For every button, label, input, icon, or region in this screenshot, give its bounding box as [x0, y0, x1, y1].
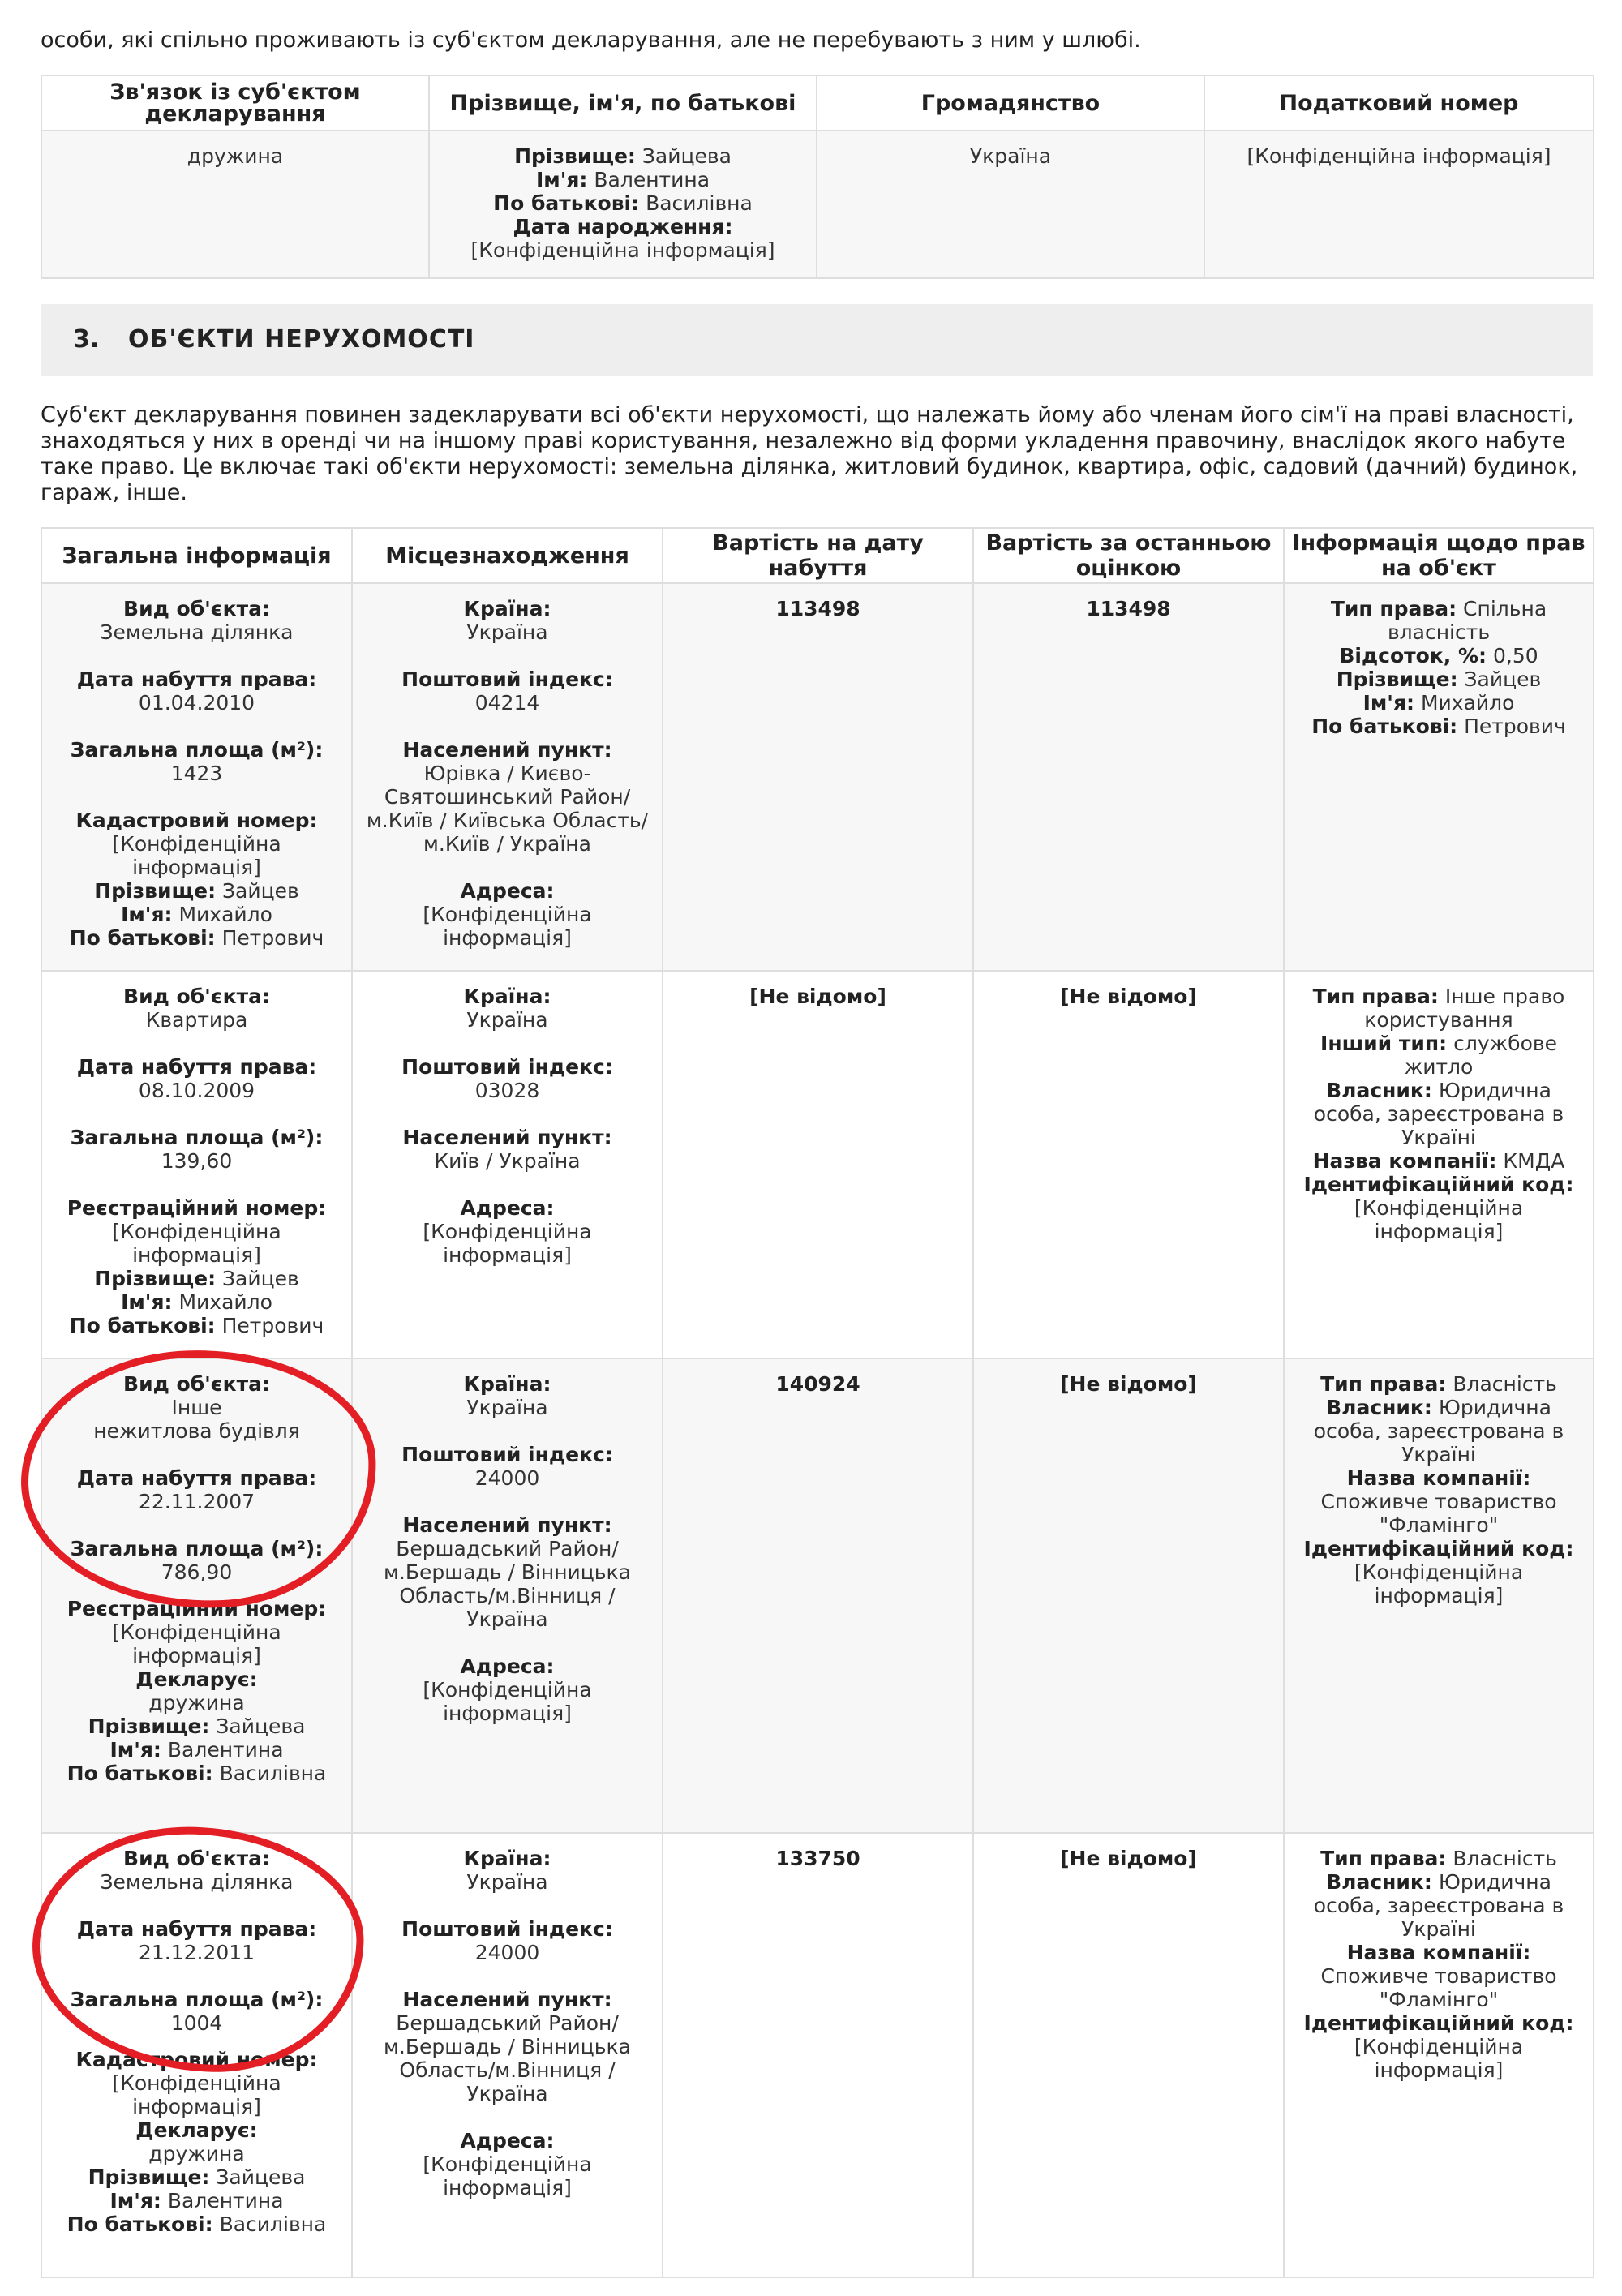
cost-acq-cell: [663, 971, 973, 1358]
table-row: [41, 131, 1594, 278]
company-value: КМДА: [1503, 1149, 1565, 1173]
object-type-value: Земельна ділянка: [100, 620, 294, 644]
object-type-label: Вид об'єкта:: [123, 1372, 270, 1396]
surname-value: Зайцев: [222, 879, 299, 903]
surname-label: Прізвище:: [88, 1714, 210, 1738]
settlement-value: Юрівка / Києво-Святошинський Район/ м.Київ / Київська Область/м.Київ / Україна: [366, 762, 649, 856]
intro-text: особи, які спільно проживають із суб'єктом декларування, але не перебувають з ним у шлюбі.: [41, 28, 1141, 53]
surname-value: Зайцева: [642, 144, 732, 168]
owner-value: Юридична особа, зареєстрована в Україні: [1313, 1870, 1564, 1941]
family-members-table: [41, 75, 1594, 279]
object-type-label: Вид об'єкта:: [123, 985, 270, 1008]
declares-label: Декларує:: [135, 2118, 258, 2142]
patronymic-value: Петрович: [221, 1314, 324, 1337]
settlement-value: Бершадський Район/ м.Бершадь / Вінницька Область/м.Вінниця / Україна: [384, 1537, 631, 1631]
acq-date-value: 08.10.2009: [138, 1079, 255, 1102]
postcode-label: Поштовий індекс:: [401, 1917, 613, 1941]
right-type-label: Тип права:: [1320, 1847, 1447, 1870]
postcode-value: 04214: [474, 691, 540, 715]
area-value: 1004: [170, 2011, 223, 2035]
column-header: Інформація щодо прав на об'єкт: [1284, 528, 1594, 583]
right-type-value: Власність: [1453, 1372, 1557, 1396]
patronymic-label: По батькові:: [67, 1762, 213, 1785]
table-header-row: [41, 75, 1594, 131]
area-value: 1423: [170, 762, 223, 785]
surname-label: Прізвище:: [94, 879, 217, 903]
area-label: Загальна площа (м²):: [70, 1126, 324, 1149]
dob-value: [Конфіденційна інформація]: [470, 238, 775, 262]
patronymic-value: Петрович: [221, 926, 324, 950]
tax-number-cell: [1204, 131, 1594, 278]
cost-acq-value: 140924: [775, 1372, 860, 1396]
rights-cell: [1284, 1358, 1594, 1833]
owner-label: Власник:: [1326, 1079, 1432, 1102]
column-header: Вартість за останньою оцінкою: [973, 528, 1284, 583]
area-label: Загальна площа (м²):: [70, 738, 324, 762]
name-value: Михайло: [1420, 691, 1515, 715]
patronymic-value: Петрович: [1464, 715, 1566, 738]
address-label: Адреса:: [460, 1196, 555, 1220]
cost-acq-value: 133750: [775, 1847, 860, 1870]
postcode-value: 24000: [474, 1941, 540, 1964]
country-label: Країна:: [463, 1372, 551, 1396]
dob-label: Дата народження:: [513, 215, 733, 238]
acq-date-value: 22.11.2007: [138, 1490, 255, 1513]
patronymic-value: Василівна: [646, 191, 753, 215]
column-header: Вартість на дату набуття: [663, 528, 973, 583]
section-header: [41, 304, 1593, 376]
address-label: Адреса:: [460, 2129, 555, 2152]
company-label: Назва компанії:: [1346, 1941, 1531, 1964]
country-value: Україна: [466, 1396, 548, 1419]
patronymic-label: По батькові:: [67, 2212, 213, 2236]
object-type-value: Інше: [171, 1396, 222, 1419]
id-code-label: Ідентифікаційний код:: [1303, 1537, 1574, 1560]
right-type-label: Тип права:: [1312, 985, 1439, 1008]
name-label: Ім'я:: [1362, 691, 1415, 715]
right-type-label: Тип права:: [1330, 597, 1457, 620]
cost-acq-cell: [663, 583, 973, 971]
declares-label: Декларує:: [135, 1667, 258, 1691]
cost-last-cell: [973, 1833, 1284, 2277]
acq-date-label: Дата набуття права:: [76, 1917, 317, 1941]
postcode-label: Поштовий індекс:: [401, 1055, 613, 1079]
acq-date-label: Дата набуття права:: [76, 1055, 317, 1079]
registration-label: Реєстраційний номер:: [67, 1597, 327, 1620]
company-value: Споживче товариство "Фламінго": [1320, 1964, 1557, 2011]
postcode-value: 24000: [474, 1466, 540, 1490]
name-label: Ім'я:: [121, 1290, 173, 1314]
cost-acq-cell: [663, 1833, 973, 2277]
area-value: 139,60: [161, 1149, 233, 1173]
column-header: Прізвище, ім'я, по батькові: [429, 75, 817, 131]
section-description: Суб'єкт декларування повинен задекларувати всі об'єкти нерухомості, що належать йому або членам його сім'ї на праві власності, знаходяться у них в оренді чи на іншому праві користування, незалежно від форми укладення правочину, внаслідок якого набуте таке право. Це включає такі об'єкти нерухомості: земельна ділянка, житловий будинок, квартира, офіс, садовий (дачний) будинок, гараж, інше.: [41, 402, 1578, 505]
country-label: Країна:: [463, 597, 551, 620]
address-value: [Конфіденційна інформація]: [423, 903, 592, 950]
company-value: Споживче товариство "Фламінго": [1320, 1490, 1557, 1537]
address-label: Адреса:: [460, 879, 555, 903]
address-label: Адреса:: [460, 1654, 555, 1678]
percent-label: Відсоток, %:: [1339, 644, 1487, 667]
patronymic-label: По батькові:: [1311, 715, 1458, 738]
object-type-label: Вид об'єкта:: [123, 1847, 270, 1870]
acq-date-value: 01.04.2010: [138, 691, 255, 715]
name-label: Ім'я:: [109, 2189, 161, 2212]
tax-number-value: [Конфіденційна інформація]: [1247, 144, 1551, 168]
declares-value: дружина: [148, 2142, 245, 2165]
surname-label: Прізвище:: [1336, 667, 1458, 691]
postcode-label: Поштовий індекс:: [401, 1443, 613, 1466]
id-code-value: [Конфіденційна інформація]: [1354, 1196, 1524, 1243]
acq-date-value: 21.12.2011: [138, 1941, 255, 1964]
address-value: [Конфіденційна інформація]: [423, 2152, 592, 2199]
country-label: Країна:: [463, 985, 551, 1008]
cadastral-label: Кадастровий номер:: [75, 2048, 318, 2071]
table-row: [41, 971, 1594, 1358]
surname-value: Зайцев: [222, 1267, 299, 1290]
name-label: Ім'я:: [535, 168, 588, 191]
name-value: Валентина: [167, 2189, 284, 2212]
registration-value: [Конфіденційна інформація]: [112, 1220, 281, 1267]
object-type-value: Земельна ділянка: [100, 1870, 294, 1894]
patronymic-label: По батькові:: [69, 926, 216, 950]
surname-value: Зайцев: [1464, 667, 1542, 691]
location-cell: [352, 1833, 663, 2277]
full-name-cell: [429, 131, 817, 278]
postcode-label: Поштовий індекс:: [401, 667, 613, 691]
percent-value: 0,50: [1492, 644, 1538, 667]
citizenship-cell: [817, 131, 1204, 278]
settlement-label: Населений пункт:: [402, 1126, 612, 1149]
object-subtype-value: нежитлова будівля: [93, 1419, 300, 1443]
cadastral-label: Кадастровий номер:: [75, 809, 318, 832]
name-value: Валентина: [594, 168, 710, 191]
cost-last-value: [Не відомо]: [1060, 1847, 1197, 1870]
location-cell: [352, 583, 663, 971]
cost-acq-cell: [663, 1358, 973, 1833]
settlement-label: Населений пункт:: [402, 1513, 612, 1537]
relation-cell: [41, 131, 429, 278]
section-title: ОБ'ЄКТИ НЕРУХОМОСТІ: [128, 325, 475, 354]
registration-value: [Конфіденційна інформація]: [112, 1620, 281, 1667]
postcode-value: 03028: [474, 1079, 540, 1102]
area-label: Загальна площа (м²):: [70, 1988, 324, 2011]
id-code-label: Ідентифікаційний код:: [1303, 1173, 1574, 1196]
rights-cell: [1284, 971, 1594, 1358]
right-type-label: Тип права:: [1320, 1372, 1447, 1396]
cost-last-cell: [973, 583, 1284, 971]
surname-label: Прізвище:: [94, 1267, 217, 1290]
name-value: Валентина: [167, 1738, 284, 1762]
rights-cell: [1284, 1833, 1594, 2277]
cost-acq-value: 113498: [775, 597, 860, 620]
column-header: Громадянство: [817, 75, 1204, 131]
acq-date-label: Дата набуття права:: [76, 1466, 317, 1490]
company-label: Назва компанії:: [1346, 1466, 1531, 1490]
cost-last-value: [Не відомо]: [1060, 985, 1197, 1008]
id-code-value: [Конфіденційна інформація]: [1354, 1560, 1524, 1607]
id-code-value: [Конфіденційна інформація]: [1354, 2035, 1524, 2082]
cost-last-cell: [973, 971, 1284, 1358]
surname-label: Прізвище:: [514, 144, 636, 168]
settlement-label: Населений пункт:: [402, 738, 612, 762]
patronymic-label: По батькові:: [493, 191, 640, 215]
table-header-row: [41, 528, 1594, 583]
area-label: Загальна площа (м²):: [70, 1537, 324, 1560]
owner-value: Юридична особа, зареєстрована в Україні: [1313, 1079, 1564, 1149]
section-number: 3.: [73, 325, 100, 354]
owner-value: Юридична особа, зареєстрована в Україні: [1313, 1396, 1564, 1466]
patronymic-value: Василівна: [219, 1762, 327, 1785]
name-value: Михайло: [178, 903, 272, 926]
location-cell: [352, 971, 663, 1358]
owner-label: Власник:: [1326, 1870, 1432, 1894]
declares-value: дружина: [148, 1691, 245, 1714]
surname-value: Зайцева: [216, 2165, 306, 2189]
other-type-value: службове житло: [1404, 1032, 1557, 1079]
column-header: Податковий номер: [1204, 75, 1594, 131]
object-type-value: Квартира: [145, 1008, 248, 1032]
column-header: Зв'язок із суб'єктом декларування: [41, 75, 429, 131]
right-type-value: Власність: [1453, 1847, 1557, 1870]
owner-label: Власник:: [1326, 1396, 1432, 1419]
general-info-cell: [41, 971, 352, 1358]
country-value: Україна: [466, 620, 548, 644]
location-cell: [352, 1358, 663, 1833]
cost-last-cell: [973, 1358, 1284, 1833]
patronymic-label: По батькові:: [69, 1314, 216, 1337]
citizenship-value: Україна: [969, 144, 1052, 168]
name-value: Михайло: [178, 1290, 272, 1314]
column-header: Загальна інформація: [41, 528, 352, 583]
table-row: [41, 583, 1594, 971]
cost-last-value: [Не відомо]: [1060, 1372, 1197, 1396]
right-type-value: Інше право користування: [1364, 985, 1565, 1032]
surname-label: Прізвище:: [88, 2165, 210, 2189]
relation-value: дружина: [187, 144, 284, 168]
name-label: Ім'я:: [121, 903, 173, 926]
column-header: Місцезнаходження: [352, 528, 663, 583]
cost-acq-value: [Не відомо]: [749, 985, 886, 1008]
settlement-value: Бершадський Район/ м.Бершадь / Вінницька Область/м.Вінниця / Україна: [384, 2011, 631, 2105]
name-label: Ім'я:: [109, 1738, 161, 1762]
general-info-cell: [41, 583, 352, 971]
cost-last-value: 113498: [1086, 597, 1171, 620]
registration-label: Реєстраційний номер:: [67, 1196, 327, 1220]
id-code-label: Ідентифікаційний код:: [1303, 2011, 1574, 2035]
object-type-label: Вид об'єкта:: [123, 597, 270, 620]
country-label: Країна:: [463, 1847, 551, 1870]
cadastral-value: [Конфіденційна інформація]: [112, 832, 281, 879]
settlement-value: Київ / Україна: [434, 1149, 581, 1173]
area-value: 786,90: [161, 1560, 233, 1584]
surname-value: Зайцева: [216, 1714, 306, 1738]
address-value: [Конфіденційна інформація]: [423, 1678, 592, 1725]
cadastral-value: [Конфіденційна інформація]: [112, 2071, 281, 2118]
rights-cell: [1284, 583, 1594, 971]
acq-date-label: Дата набуття права:: [76, 667, 317, 691]
settlement-label: Населений пункт:: [402, 1988, 612, 2011]
patronymic-value: Василівна: [219, 2212, 327, 2236]
right-type-value: Спільна власність: [1387, 597, 1547, 644]
company-label: Назва компанії:: [1312, 1149, 1497, 1173]
country-value: Україна: [466, 1008, 548, 1032]
country-value: Україна: [466, 1870, 548, 1894]
address-value: [Конфіденційна інформація]: [423, 1220, 592, 1267]
other-type-label: Інший тип:: [1320, 1032, 1448, 1055]
